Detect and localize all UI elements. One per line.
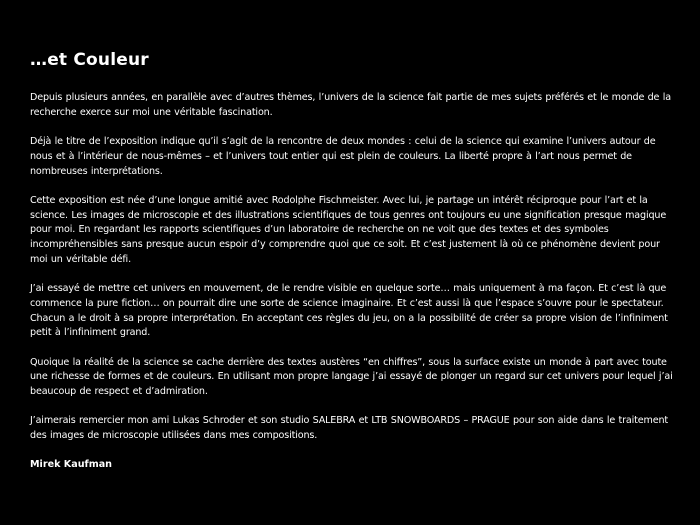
page-title: …et Couleur [30,50,149,70]
author-signature: Mirek Kaufman [30,459,113,471]
paragraph-movement: J’ai essayé de mettre cet univers en mouvement, de le rendre visible en quelque sorte… mais uniquement à ma façon. Et c’est là que commence la pure fiction… on pourrait dire une sorte de science imaginaire. Et c’est aussi là que l’espace s’ouvre pour le spectateur. Chacun a le droit à sa propre interprétation. En acceptant ces règles du jeu, on a la possibilité de créer sa propre vision de l’infiniment petit à l’infiniment grand. [30,283,668,339]
document-page [30,49,680,472]
paragraph-thanks: J’aimerais remercier mon ami Lukas Schroder et son studio SALEBRA et LTB SNOWBOARDS – PRAGUE pour son aide dans le traitement des images de microscopie utilisées dans mes compositions. [30,415,669,442]
paragraph-exhibition-title: Déjà le titre de l’exposition indique qu’il s’agit de la rencontre de deux mondes : celui de la science qui examine l’univers autour de nous et à l’intérieur de nous-mêmes – et l’univers tout entier qui est plein de couleurs. La liberté propre à l’art nous permet de nombreuses interprétations. [30,136,656,177]
paragraph-intro: Depuis plusieurs années, en parallèle avec d’autres thèmes, l’univers de la science fait partie de mes sujets préférés et le monde de la recherche exerce sur moi une véritable fascination. [30,92,671,118]
paragraph-reality: Quoique la réalité de la science se cache derrière des textes austères “en chiffres”, sous la surface existe un monde à part avec toute une richesse de formes et de couleurs. En utilisant mon propre langage j’ai essayé de plonger un regard sur cet univers pour lequel j’ai beaucoup de respect et d’admiration. [30,356,673,397]
paragraph-friendship: Cette exposition est née d’une longue amitié avec Rodolphe Fischmeister. Avec lui, je partage un intérêt réciproque pour l’art et la science. Les images de microscopie et des illustrations scientifiques de tous genres ont toujours eu une signification presque magique pour moi. En regardant les rapports scientifiques d’un laboratoire de recherche on ne voit que des textes et des symboles incompréhensibles sans presque aucun espoir d’y comprendre quoi que ce soit. Et c’est justement là où ce phénomène devient pour moi un véritable défi. [30,194,667,265]
